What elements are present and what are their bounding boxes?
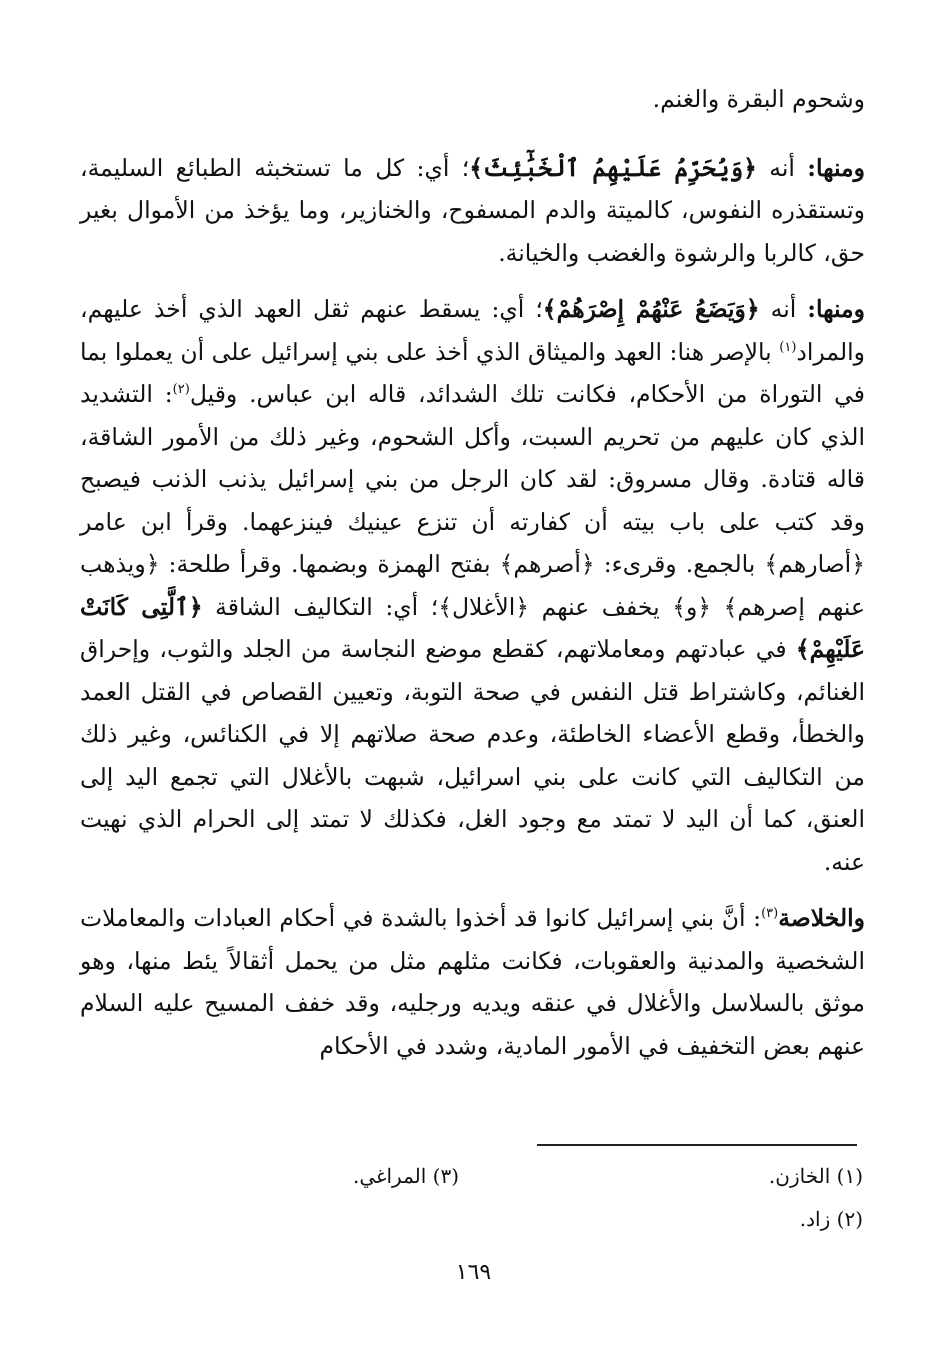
quran-reading: ﴿أصارهم﴾	[764, 550, 865, 578]
paragraph-wamin-ha-2	[80, 288, 865, 883]
paragraph-text: يخفف عنهم	[529, 592, 673, 621]
paragraph-lead: والخلاصة	[778, 904, 865, 932]
footnote-ref-2[interactable]: (٢)	[172, 382, 190, 398]
quran-verse: ﴿وَيُحَرِّمُ عَلَيْهِمُ ٱلْخَبَٰٓئِثَ﴾	[469, 153, 757, 182]
paragraph-text: : التشديد الذي كان عليهم من تحريم السبت، وأكل الشحوم، وغير ذلك من الأمور الشاقة، قاله قتادة. وقال مسروق: لقد كان الرجل من بني إسرائيل يذنب الذنب فيصبح وقد كتب على باب بيته أن كفارته أن تنزع عينيك فينزعهما. وقرأ ابن عامر	[80, 380, 865, 536]
paragraph-lead: ومنها:	[807, 295, 865, 323]
paragraph-text: في عبادتهم ومعاملاتهم، كقطع موضع النجاسة من الجلد والثوب، وإحراق الغنائم، وكاشتراط قتل النفس في صحة التوبة، وتعيين القصاص في القتل العمد والخطأ، وقطع الأعضاء الخاطئة، وعدم صحة صلاتهم إلا في الكنائس، وغير ذلك من التكاليف التي كانت على بني اسرائيل، شبهت بالأغلال التي تجمع اليد إلى العنق، كما أن اليد لا تمتد مع وجود الغل، فكذلك لا تمتد إلى الحرام الذي نهيت عنه.	[80, 635, 865, 876]
page-body	[80, 78, 865, 1081]
quran-reading: ﴿الأغلال﴾	[438, 592, 530, 621]
paragraph-text: بالإصر هنا: العهد والميثاق الذي أخذ على بني إسرائيل على أن يعملوا بما في التوراة من الأحكام، فكانت تلك الشدائد، قاله ابن عباس. وقيل	[80, 337, 865, 408]
footnote-1: (١) الخازن.	[768, 1164, 863, 1188]
quran-reading: ﴿ويذهب عنهم إصرهم﴾	[80, 550, 865, 621]
paragraph-text: وشحوم البقرة والغنم.	[652, 85, 865, 113]
paragraph-text: ؛ أي: التكاليف الشاقة	[202, 592, 439, 621]
paragraph-continuation	[80, 78, 865, 121]
paragraph-lead: ومنها:	[807, 153, 865, 182]
quran-verse: ﴿وَيَضَعُ عَنْهُمْ إِصْرَهُمْ﴾	[542, 295, 760, 323]
paragraph-text: أنه	[759, 295, 808, 323]
quran-reading: ﴿و﴾	[672, 592, 712, 621]
footnote-3: (٣) المراغي.	[352, 1164, 459, 1188]
paragraph-text: أنه	[756, 153, 808, 182]
paragraph-text: ؛ أي: يسقط عنهم ثقل العهد الذي أخذ عليهم، والمراد	[80, 295, 865, 366]
paragraph-summary	[80, 897, 865, 1067]
paragraph-text: بفتح الهمزة وبضمها. وقرأ طلحة:	[159, 550, 500, 578]
quran-verse: ﴿ٱلَّتِى كَانَتْ عَلَيْهِمْ﴾	[80, 592, 865, 663]
paragraph-text: بالجمع. وقرىء:	[594, 550, 765, 578]
footnote-ref-1[interactable]: (١)	[779, 339, 797, 355]
paragraph-text: : أنَّ بني إسرائيل كانوا قد أخذوا بالشدة في أحكام العبادات والمعاملات الشخصية والمدنية والعقوبات، فكانت مثلهم مثل من يحمل أثقالاً يئط منها، وهو موثق بالسلاسل والأغلال في عنقه ويديه ورجليه، وقد خفف المسيح عليه السلام عنهم بعض التخفيف في الأمور المادية، وشدد في الأحكام	[80, 904, 865, 1060]
footnote-2: (٢) زاد.	[799, 1207, 863, 1231]
page-number: ١٦٩	[455, 1260, 492, 1285]
footnote-divider	[537, 1144, 857, 1146]
paragraph-text	[711, 593, 724, 621]
footnote-ref-3[interactable]: (٣)	[761, 906, 779, 922]
paragraph-text: ؛ أي: كل ما تستخبثه الطبائع السليمة، وتستقذره النفوس، كالميتة والدم المسفوح، والخنازير، وما يؤخذ من الأموال بغير حق، كالربا والرشوة والغضب والخيانة.	[80, 153, 865, 267]
paragraph-wamin-ha-1	[80, 147, 865, 275]
quran-reading: ﴿أصرهم﴾	[499, 550, 595, 578]
